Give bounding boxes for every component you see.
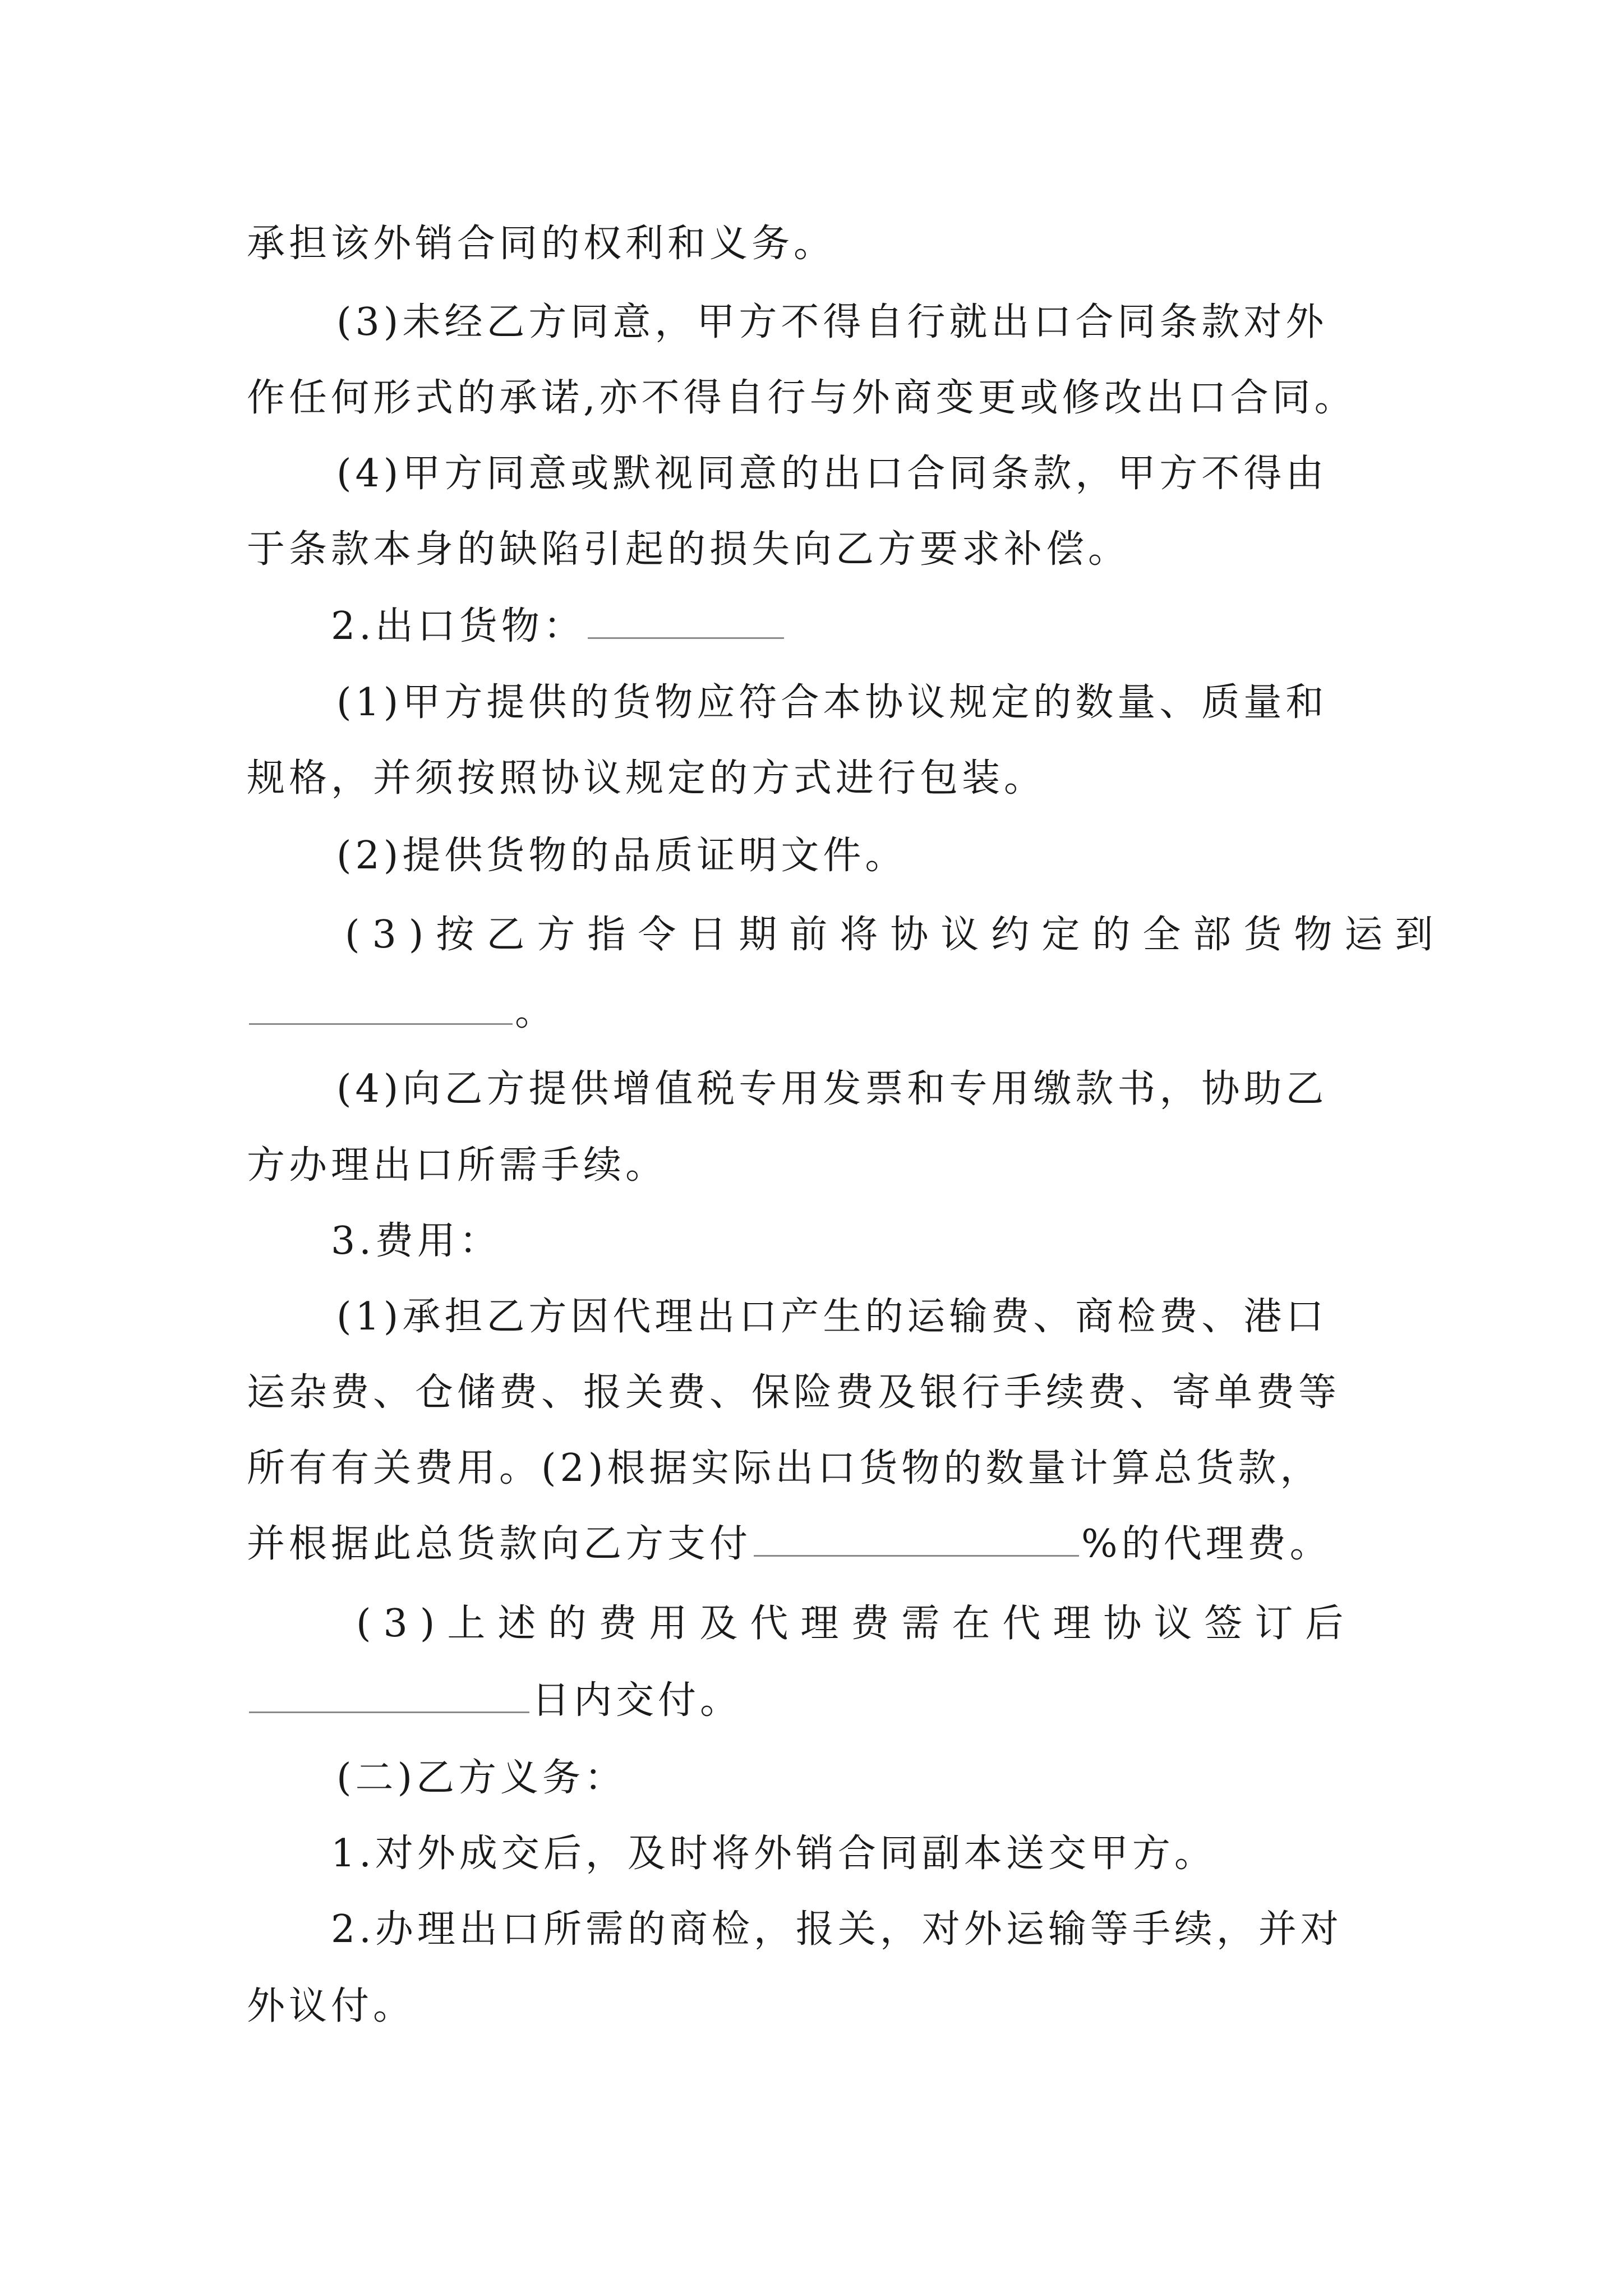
text-line: 作任何形式的承诺,亦不得自行与外商变更或修改出口合同。 bbox=[247, 376, 1357, 420]
text-line: 1.对外成交后，及时将外销合同副本送交甲方。 bbox=[331, 1832, 1216, 1876]
section-heading: (二)乙方义务： bbox=[336, 1756, 627, 1800]
section-heading: 3.费用： bbox=[331, 1219, 501, 1263]
fill-in-blank bbox=[754, 1519, 1079, 1557]
text-line: 于条款本身的缺陷引起的损失向乙方要求补偿。 bbox=[247, 527, 1131, 572]
text-line: (4)向乙方提供增值税专用发票和专用缴款书，协助乙 bbox=[336, 1067, 1328, 1111]
text-line bbox=[247, 1511, 1332, 1578]
text-line: (1)承担乙方因代理出口产生的运输费、商检费、港口 bbox=[336, 1295, 1328, 1339]
text-line: 所有有关费用。(2)根据实际出口货物的数量计算总货款， bbox=[247, 1446, 1322, 1490]
text-segment: 并根据此总货款向乙方支付 bbox=[247, 1522, 752, 1566]
text-line: (4)甲方同意或默视同意的出口合同条款，甲方不得由 bbox=[336, 452, 1328, 496]
text-segment: 。 bbox=[515, 990, 557, 1034]
text-line: (3)未经乙方同意，甲方不得自行就出口合同条款对外 bbox=[336, 300, 1328, 344]
fill-in-blank bbox=[249, 987, 513, 1025]
text-line: (1)甲方提供的货物应符合本协议规定的数量、质量和 bbox=[336, 680, 1328, 725]
text-line: 外议付。 bbox=[247, 1984, 416, 2028]
text-line bbox=[247, 1667, 742, 1734]
fill-in-blank bbox=[588, 601, 784, 639]
text-line: 运杂费、仓储费、报关费、保险费及银行手续费、寄单费等 bbox=[247, 1370, 1341, 1415]
text-line: 方办理出口所需手续。 bbox=[247, 1143, 668, 1188]
text-line: (3)按乙方指令日期前将协议约定的全部货物运到 bbox=[345, 913, 1446, 957]
text-line: (3)上述的费用及代理费需在代理协议签订后 bbox=[356, 1602, 1356, 1646]
section-heading bbox=[331, 593, 786, 660]
text-line: 2.办理出口所需的商检，报关，对外运输等手续，并对 bbox=[331, 1907, 1343, 1952]
text-segment: 2.出口货物： bbox=[331, 604, 585, 648]
text-line: 承担该外销合同的权利和义务。 bbox=[247, 222, 836, 266]
text-line: 规格，并须按照协议规定的方式进行包装。 bbox=[247, 756, 1046, 800]
text-segment: %的代理费。 bbox=[1081, 1522, 1332, 1566]
text-line bbox=[247, 979, 557, 1046]
text-segment: 日内交付。 bbox=[532, 1678, 743, 1723]
fill-in-blank bbox=[249, 1676, 529, 1713]
text-line: (2)提供货物的品质证明文件。 bbox=[336, 834, 907, 878]
